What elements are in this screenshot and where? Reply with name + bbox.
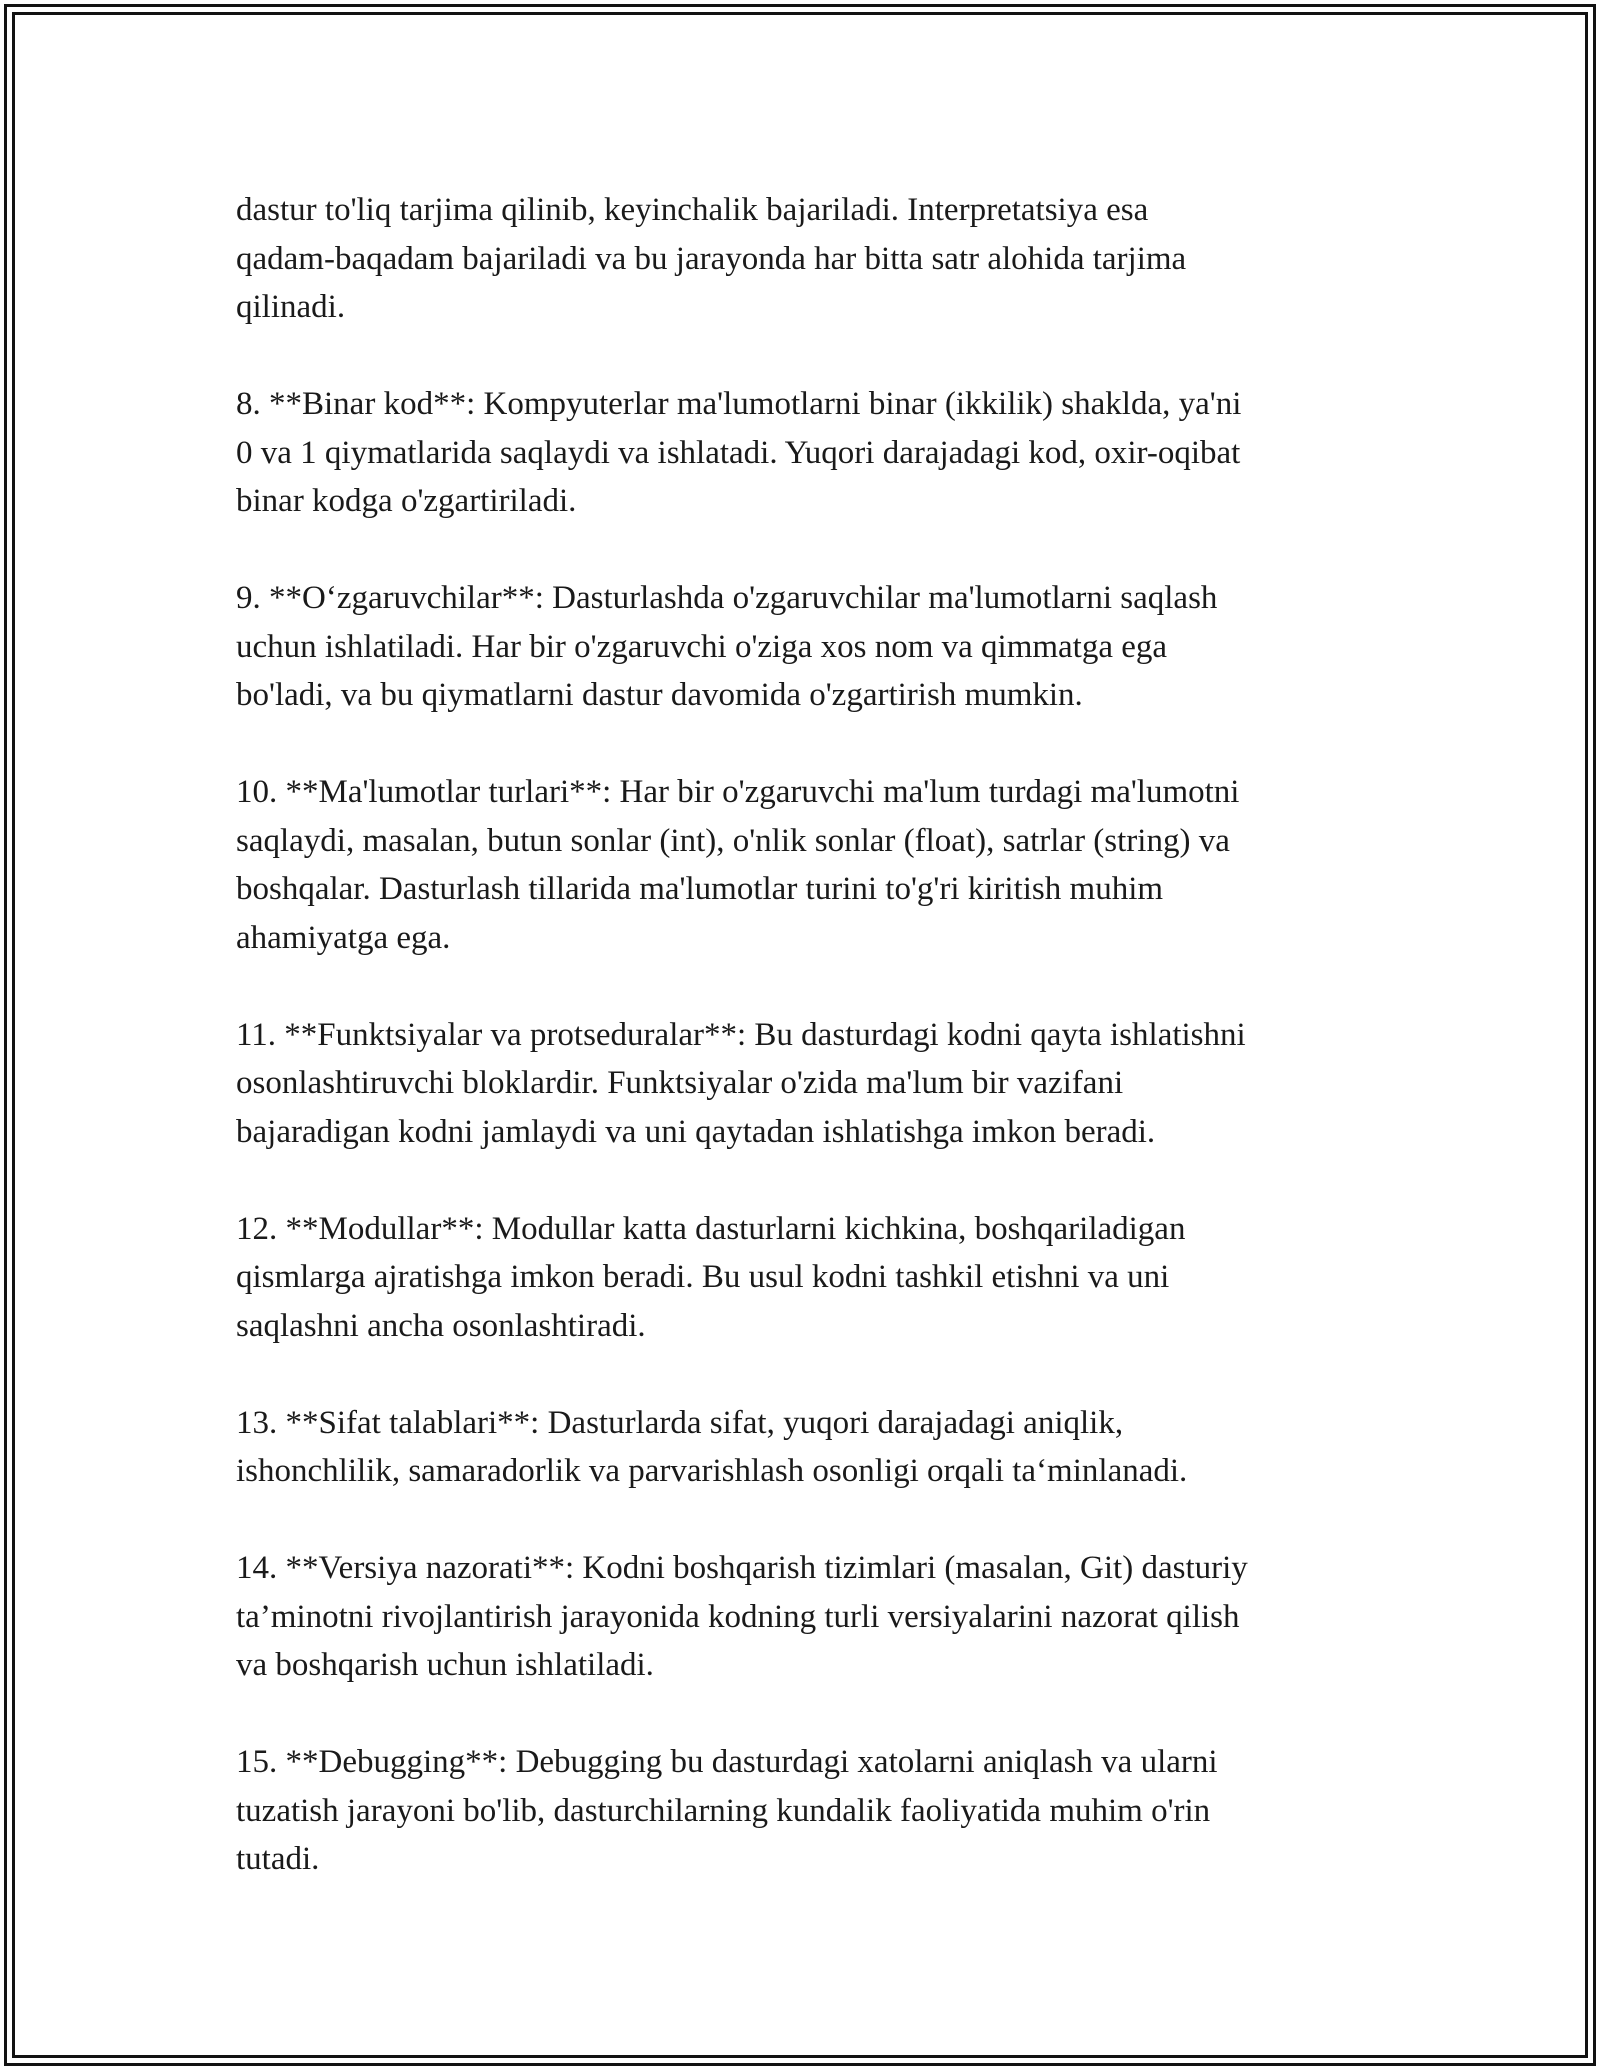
paragraph-version-control: 14. **Versiya nazorati**: Kodni boshqarish tizimlari (masalan, Git) dasturiy ta’minotni rivojlantirish jarayonida kodning turli versiyalarini nazorat qilish va boshqarish uchun ishlatiladi.	[236, 1550, 1248, 1683]
paragraph-debugging: 15. **Debugging**: Debugging bu dasturdagi xatolarni aniqlash va ularni tuzatish jarayoni bo'lib, dasturchilarning kundalik faoliyatida muhim o'rin tutadi.	[236, 1744, 1218, 1877]
paragraph-modules: 12. **Modullar**: Modullar katta dasturlarni kichkina, boshqariladigan qismlarga ajratishga imkon beradi. Bu usul kodni tashkil etishni va uni saqlashni ancha osonlashtiradi.	[236, 1210, 1186, 1344]
paragraph-functions: 11. **Funktsiyalar va protseduralar**: Bu dasturdagi kodni qayta ishlatishni osonlashtiruvchi bloklardir. Funktsiyalar o'zida ma'lum bir vazifani bajaradigan kodni jamlaydi va uni qaytadan ishlatishga imkon beradi.	[236, 1016, 1246, 1150]
document-body	[236, 186, 1376, 1932]
paragraph-quality: 13. **Sifat talablari**: Dasturlarda sifat, yuqori darajadagi aniqlik, ishonchlilik, samaradorlik va parvarishlash osonligi orqali ta‘minlanadi.	[236, 1404, 1188, 1489]
paragraph-interpretation: dastur to'liq tarjima qilinib, keyinchalik bajariladi. Interpretatsiya esa qadam-baqadam bajariladi va bu jarayonda har bitta satr alohida tarjima qilinadi.	[236, 192, 1187, 325]
paragraph-binary-code: 8. **Binar kod**: Kompyuterlar ma'lumotlarni binar (ikkilik) shaklda, ya'ni 0 va 1 qiymatlarida saqlaydi va ishlatadi. Yuqori darajadagi kod, oxir-oqibat binar kodga o'zgartiriladi.	[236, 386, 1242, 519]
paragraph-data-types: 10. **Ma'lumotlar turlari**: Har bir o'zgaruvchi ma'lum turdagi ma'lumotni saqlaydi, masalan, butun sonlar (int), o'nlik sonlar (float), satrlar (string) va boshqalar. Dasturlash tillarida ma'lumotlar turini to'g'ri kiritish muhim ahamiyatga ega.	[236, 774, 1240, 956]
paragraph-variables: 9. **O‘zgaruvchilar**: Dasturlashda o'zgaruvchilar ma'lumotlarni saqlash uchun ishlatiladi. Har bir o'zgaruvchi o'ziga xos nom va qimmatga ega bo'ladi, va bu qiymatlarni dastur davomida o'zgartirish mumkin.	[236, 580, 1218, 713]
